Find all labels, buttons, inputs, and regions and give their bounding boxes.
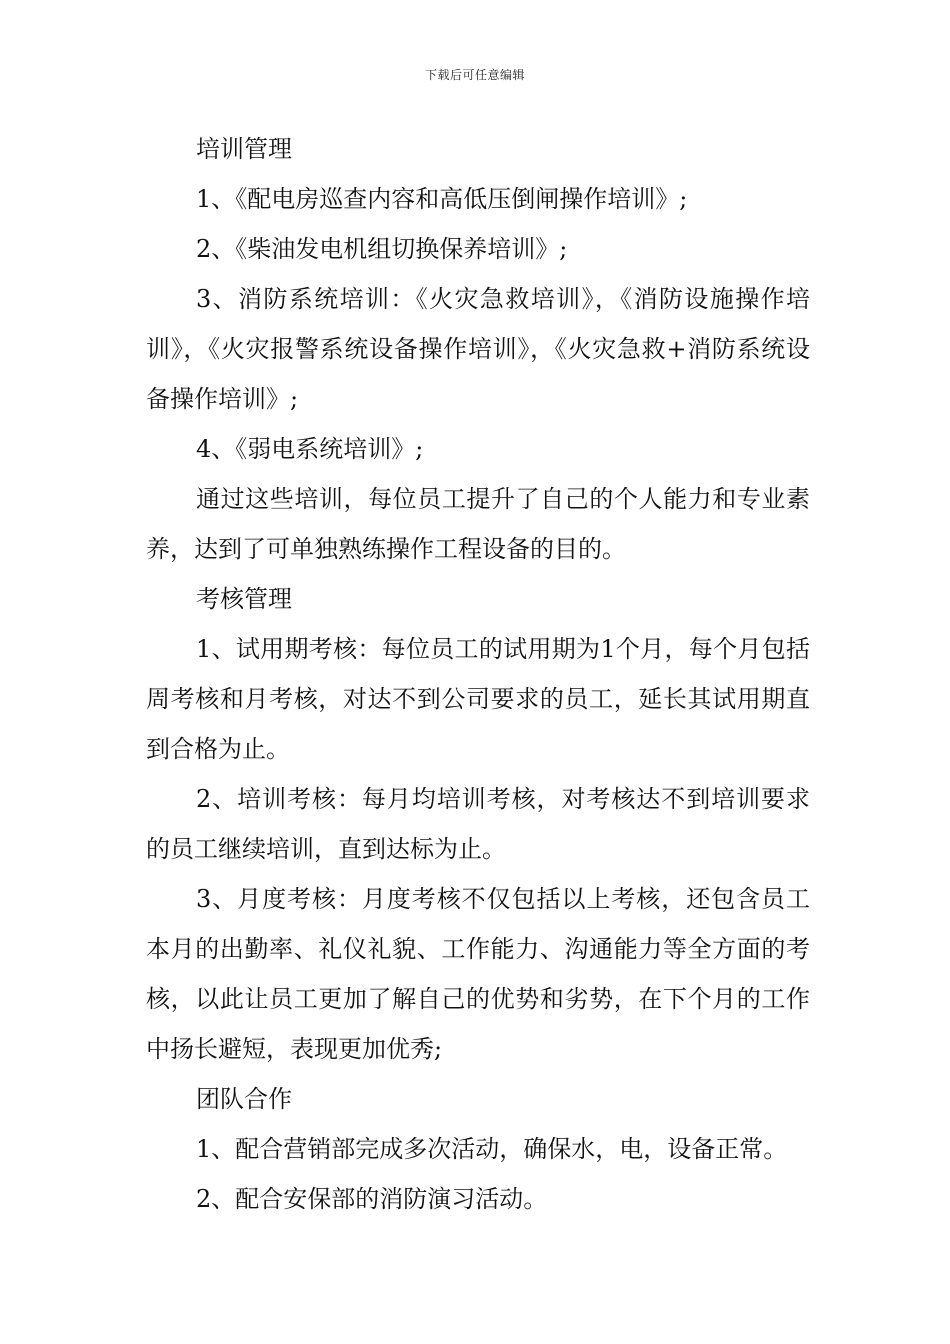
assessment-item-1: 1、试用期考核：每位员工的试用期为1个月，每个月包括周考核和月考核，对达不到公司要求的员工，延长其试用期直到合格为止。 [146, 635, 810, 763]
training-item-1: 1、《配电房巡查内容和高低压倒闸操作培训》; [196, 185, 688, 213]
training-item-2: 2、《柴油发电机组切换保养培训》; [196, 235, 568, 263]
section-heading-training: 培训管理 [196, 135, 292, 163]
training-item-4: 4、《弱电系统培训》; [196, 435, 424, 463]
assessment-item-2: 2、培训考核：每月均培训考核，对考核达不到培训要求的员工继续培训，直到达标为止。 [146, 785, 810, 863]
section-heading-assessment: 考核管理 [196, 585, 292, 613]
document-body [146, 124, 810, 1224]
teamwork-item-2: 2、配合安保部的消防演习活动。 [196, 1185, 548, 1213]
assessment-item-3: 3、月度考核：月度考核不仅包括以上考核，还包含员工本月的出勤率、礼仪礼貌、工作能力、沟通能力等全方面的考核，以此让员工更加了解自己的优势和劣势，在下个月的工作中扬长避短，表现更加优秀; [146, 885, 810, 1063]
section-heading-teamwork: 团队合作 [196, 1085, 292, 1113]
training-summary: 通过这些培训，每位员工提升了自己的个人能力和专业素养，达到了可单独熟练操作工程设备的目的。 [146, 485, 810, 563]
training-item-3: 3、消防系统培训：《火灾急救培训》，《消防设施操作培训》，《火灾报警系统设备操作培训》，《火灾急救+消防系统设备操作培训》; [146, 285, 810, 413]
teamwork-item-1: 1、配合营销部完成多次活动，确保水，电，设备正常。 [196, 1135, 788, 1163]
page-header-note: 下载后可任意编辑 [424, 68, 525, 82]
